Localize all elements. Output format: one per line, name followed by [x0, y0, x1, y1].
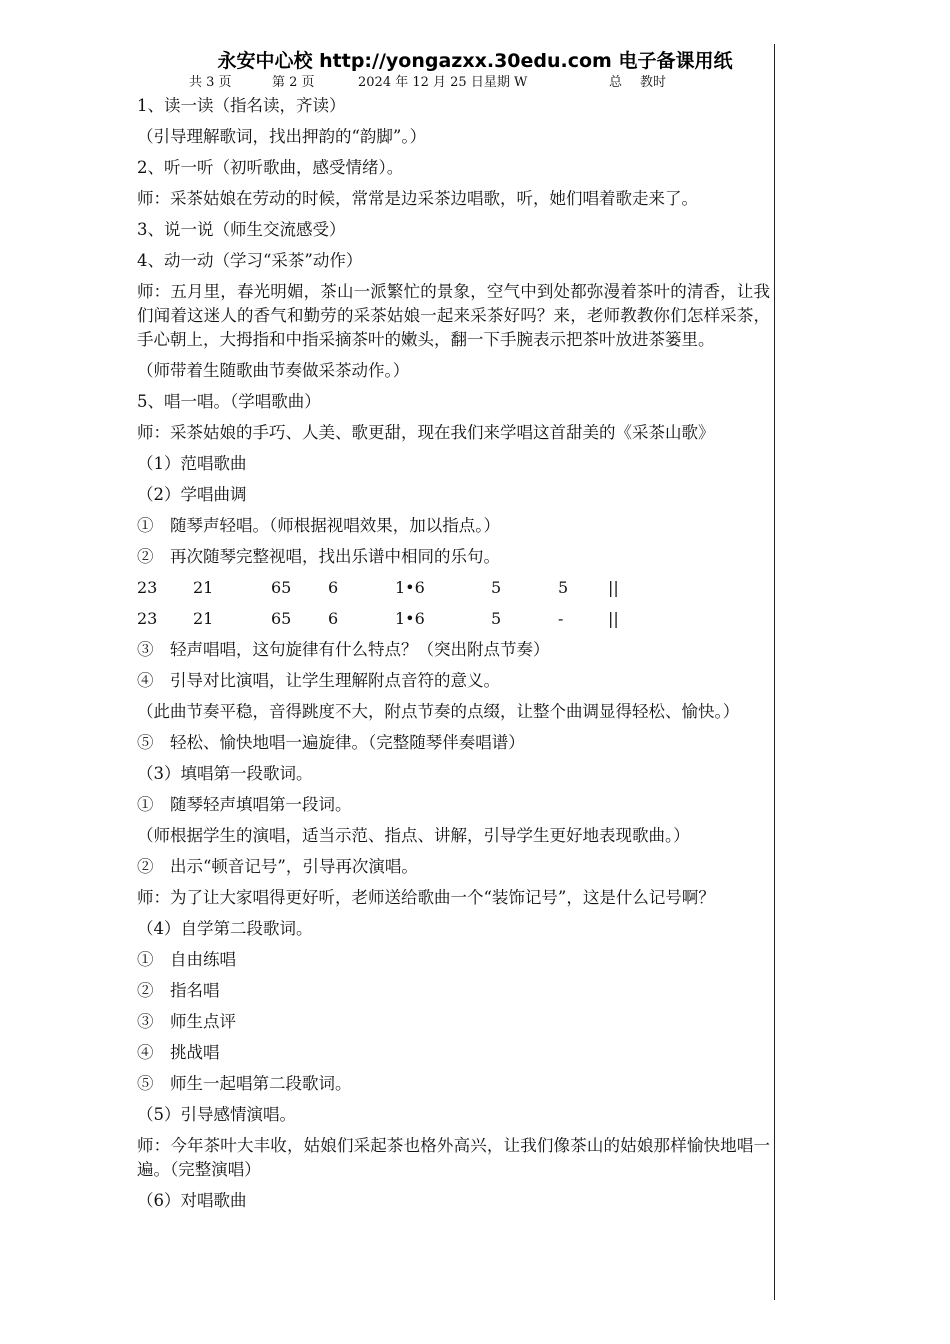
page-title: 永安中心校 http://yongazxx.30edu.com 电子备课用纸 [217, 50, 733, 72]
body-paragraph: 师：今年茶叶大丰收，姑娘们采起茶也格外高兴，让我们像茶山的姑娘那样愉快地唱一遍。（完整演唱） [137, 1136, 770, 1179]
body-line: ④ 引导对比演唱，让学生理解附点音符的意义。 [137, 671, 500, 690]
barline: || [608, 609, 619, 628]
body-line: ⑤ 师生一起唱第二段歌词。 [137, 1074, 352, 1093]
note: 65 [271, 578, 292, 597]
note: 23 [137, 609, 158, 628]
body-line: 1、读一读（指名读，齐读） [137, 96, 346, 115]
notation-row [137, 576, 770, 600]
body-line: ② 再次随琴完整视唱，找出乐谱中相同的乐句。 [137, 547, 500, 566]
note: 23 [137, 578, 158, 597]
body-line: （师带着生随歌曲节奏做采茶动作。） [137, 361, 410, 380]
body-line: （6）对唱歌曲 [137, 1191, 247, 1210]
total-label: 总 [609, 75, 623, 90]
body-line: 师：采茶姑娘的手巧、人美、歌更甜，现在我们来学唱这首甜美的《采茶山歌》 [137, 423, 715, 442]
body-line: 5、唱一唱。（学唱歌曲） [137, 392, 321, 411]
body-line: ③ 轻声唱唱，这句旋律有什么特点？（突出附点节奏） [137, 640, 550, 659]
note: 21 [193, 578, 214, 597]
body-line: ① 随琴声轻唱。（师根据视唱效果，加以指点。） [137, 516, 500, 535]
document-body [137, 94, 770, 1220]
margin-divider [774, 44, 775, 1300]
body-line: 3、说一说（师生交流感受） [137, 220, 346, 239]
body-line: （引导理解歌词，找出押韵的“韵脚”。） [137, 127, 427, 146]
note: 1•6 [395, 609, 425, 628]
note: 5 [491, 609, 502, 628]
body-line: ① 自由练唱 [137, 950, 236, 969]
body-line: （5）引导感情演唱。 [137, 1105, 296, 1124]
body-paragraph: 师：五月里，春光明媚，茶山一派繁忙的景象，空气中到处都弥漫着茶叶的清香，让我们闻着这迷人的香气和勤劳的采茶姑娘一起来采茶好吗？来，老师教教你们怎样采茶，手心朝上，大拇指和中指采摘茶叶的嫩头，翻一下手腕表示把茶叶放进茶篓里。 [137, 282, 770, 349]
lesson-label: 教时 [640, 75, 667, 90]
note: 6 [328, 609, 339, 628]
body-paragraph: 师：为了让大家唱得更好听，老师送给歌曲一个“装饰记号”，这是什么记号啊？ [137, 888, 715, 907]
body-line: ⑤ 轻松、愉快地唱一遍旋律。（完整随琴伴奏唱谱） [137, 733, 525, 752]
note: 6 [328, 578, 339, 597]
body-line: 师：采茶姑娘在劳动的时候，常常是边采茶边唱歌，听，她们唱着歌走来了。 [137, 189, 698, 208]
body-paragraph: （此曲节奏平稳，音得跳度不大，附点节奏的点缀，让整个曲调显得轻松、愉快。） [137, 702, 740, 721]
notation-row [137, 607, 770, 631]
note: 5 [558, 578, 569, 597]
body-line: ② 出示“顿音记号”，引导再次演唱。 [137, 857, 418, 876]
body-line: 4、动一动（学习“采茶”动作） [137, 251, 363, 270]
note: 5 [491, 578, 502, 597]
body-line: 2、听一听（初听歌曲，感受情绪）。 [137, 158, 404, 177]
body-line: ② 指名唱 [137, 981, 220, 1000]
barline: || [608, 578, 619, 597]
body-line: （师根据学生的演唱，适当示范、指点、讲解，引导学生更好地表现歌曲。） [137, 826, 690, 845]
body-line: （3）填唱第一段歌词。 [137, 764, 313, 783]
body-line: ③ 师生点评 [137, 1012, 236, 1031]
body-line: ① 随琴轻声填唱第一段词。 [137, 795, 352, 814]
body-line: （4）自学第二段歌词。 [137, 919, 313, 938]
note: 21 [193, 609, 214, 628]
body-line: ④ 挑战唱 [137, 1043, 220, 1062]
note: - [558, 609, 564, 628]
note: 65 [271, 609, 292, 628]
total-pages: 共 3 页 [189, 75, 232, 90]
page-number: 第 2 页 [272, 75, 315, 90]
body-line: （2）学唱曲调 [137, 485, 247, 504]
date: 2024 年 12 月 25 日星期 W [358, 75, 528, 90]
note: 1•6 [395, 578, 425, 597]
body-line: （1）范唱歌曲 [137, 454, 247, 473]
